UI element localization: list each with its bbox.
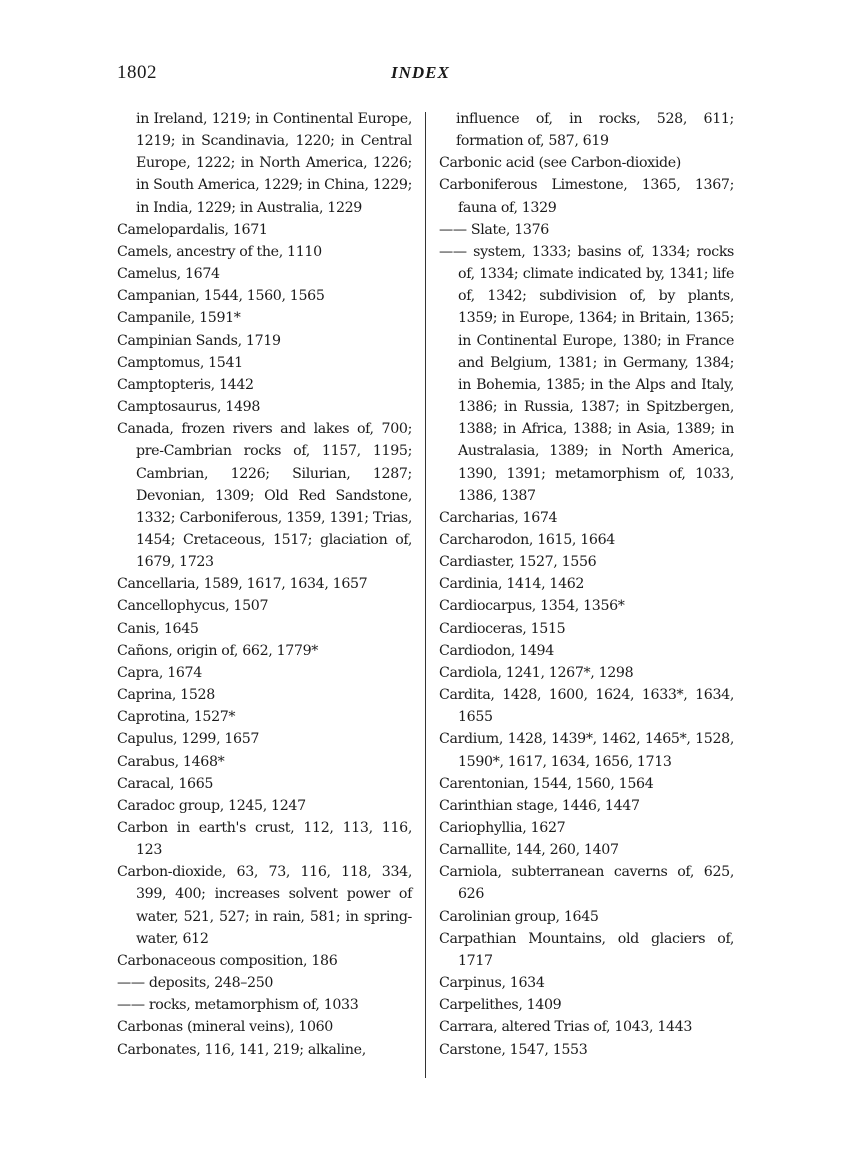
index-entry: Carniola, subterranean caverns of, 625, 626 bbox=[439, 864, 734, 903]
index-entry: Caprina, 1528 bbox=[117, 687, 215, 704]
index-entry: Carbon-dioxide, 63, 73, 116, 118, 334, 399, 400; increases solvent power of water, 521, 527; in rain, 581; in spring-water, 612 bbox=[117, 864, 412, 947]
index-entry: Carcharodon, 1615, 1664 bbox=[439, 531, 615, 548]
index-entry: Canada, frozen rivers and lakes of, 700; pre-Cambrian rocks of, 1157, 1195; Cambrian, 1226; Silurian, 1287; Devonian, 1309; Old Red Sandstone, 1332; Carboniferous, 1359, 1391; Trias, 1454; Cretaceous, 1517; glaciation of, 1679, 1723 bbox=[117, 421, 412, 571]
index-entry: Carrara, altered Trias of, 1043, 1443 bbox=[439, 1019, 693, 1036]
index-entry: Cardiola, 1241, 1267*, 1298 bbox=[439, 664, 634, 681]
index-entry: Caracal, 1665 bbox=[117, 775, 214, 792]
index-entry: Cardiaster, 1527, 1556 bbox=[439, 554, 597, 571]
index-entry: Caradoc group, 1245, 1247 bbox=[117, 797, 306, 814]
index-entry: Cancellophycus, 1507 bbox=[117, 598, 269, 615]
index-column-right bbox=[439, 108, 734, 1061]
index-entry: Campinian Sands, 1719 bbox=[117, 332, 281, 349]
index-entry: Carnallite, 144, 260, 1407 bbox=[439, 842, 619, 859]
index-column-left bbox=[117, 108, 412, 1061]
index-entry: in Ireland, 1219; in Continental Europe, 1219; in Scandinavia, 1220; in Central Europe, 1222; in North America, 1226; in South America, 1229; in China, 1229; in India, 1229; in Australia, 1229 bbox=[136, 111, 412, 216]
index-entry: Camelus, 1674 bbox=[117, 266, 220, 283]
index-entry: Carinthian stage, 1446, 1447 bbox=[439, 797, 640, 814]
index-entry: Carentonian, 1544, 1560, 1564 bbox=[439, 775, 654, 792]
index-entry: Cardita, 1428, 1600, 1624, 1633*, 1634, 1655 bbox=[439, 687, 734, 726]
index-entry: Camptosaurus, 1498 bbox=[117, 399, 260, 416]
index-entry: Cancellaria, 1589, 1617, 1634, 1657 bbox=[117, 576, 368, 593]
index-entry: Carolinian group, 1645 bbox=[439, 908, 599, 925]
index-entry: Carbon in earth's crust, 112, 113, 116, 123 bbox=[117, 820, 412, 859]
index-entry: Carbonic acid (see Carbon-dioxide) bbox=[439, 155, 681, 172]
index-entry: Cariophyllia, 1627 bbox=[439, 820, 566, 836]
index-entry: Camels, ancestry of the, 1110 bbox=[117, 243, 322, 260]
index-entry: Carpathian Mountains, old glaciers of, 1717 bbox=[439, 930, 734, 969]
index-entry: Caprotina, 1527* bbox=[117, 709, 236, 726]
index-entry: —— deposits, 248–250 bbox=[117, 975, 274, 992]
index-entry: Cardiodon, 1494 bbox=[439, 642, 554, 659]
index-entry: Campanian, 1544, 1560, 1565 bbox=[117, 288, 325, 305]
index-entry: Cardinia, 1414, 1462 bbox=[439, 576, 585, 593]
index-entry: —— system, 1333; basins of, 1334; rocks of, 1334; climate indicated by, 1341; life of, 1342; subdivision of, by plants, 1359; in Europe, 1364; in Britain, 1365; in Continental Europe, 1380; in France and Belgium, 1381; in Germany, 1384; in Bohemia, 1385; in the Alps and Italy, 1386; in Russia, 1387; in Spitzbergen, 1388; in Africa, 1388; in Asia, 1389; in Australasia, 1389; in North America, 1390, 1391; metamorphism of, 1033, 1386, 1387 bbox=[439, 243, 734, 504]
page-number: 1802 bbox=[117, 62, 157, 83]
index-entry: Cardioceras, 1515 bbox=[439, 620, 566, 637]
index-entry: Cañons, origin of, 662, 1779* bbox=[117, 642, 319, 659]
index-entry: Cardiocarpus, 1354, 1356* bbox=[439, 598, 625, 615]
index-entry: Capulus, 1299, 1657 bbox=[117, 731, 260, 748]
index-entry: Carbonas (mineral veins), 1060 bbox=[117, 1019, 333, 1036]
index-entry: influence of, in rocks, 528, 611; formation of, 587, 619 bbox=[456, 111, 734, 150]
index-entry: Carbonaceous composition, 186 bbox=[117, 952, 338, 969]
index-entry: —— rocks, metamorphism of, 1033 bbox=[117, 997, 359, 1014]
index-entry: Capra, 1674 bbox=[117, 664, 202, 681]
index-entry: Carabus, 1468* bbox=[117, 753, 225, 770]
index-entry: Campanile, 1591* bbox=[117, 310, 241, 327]
index-entry: Camptopteris, 1442 bbox=[117, 376, 254, 393]
index-entry: Carpinus, 1634 bbox=[439, 975, 545, 992]
index-entry: Carpelithes, 1409 bbox=[439, 997, 562, 1014]
index-entry: Carboniferous Limestone, 1365, 1367; fauna of, 1329 bbox=[439, 177, 734, 216]
column-divider bbox=[425, 112, 426, 1078]
index-entry: Camptomus, 1541 bbox=[117, 354, 243, 371]
running-head: INDEX bbox=[391, 63, 450, 82]
index-entry: Carbonates, 116, 141, 219; alkaline, bbox=[117, 1041, 366, 1058]
index-entry: Camelopardalis, 1671 bbox=[117, 221, 268, 238]
index-entry: Canis, 1645 bbox=[117, 620, 199, 637]
index-entry: —— Slate, 1376 bbox=[439, 221, 549, 238]
index-entry: Carstone, 1547, 1553 bbox=[439, 1041, 588, 1058]
index-entry: Cardium, 1428, 1439*, 1462, 1465*, 1528, 1590*, 1617, 1634, 1656, 1713 bbox=[439, 731, 734, 770]
index-entry: Carcharias, 1674 bbox=[439, 509, 558, 526]
